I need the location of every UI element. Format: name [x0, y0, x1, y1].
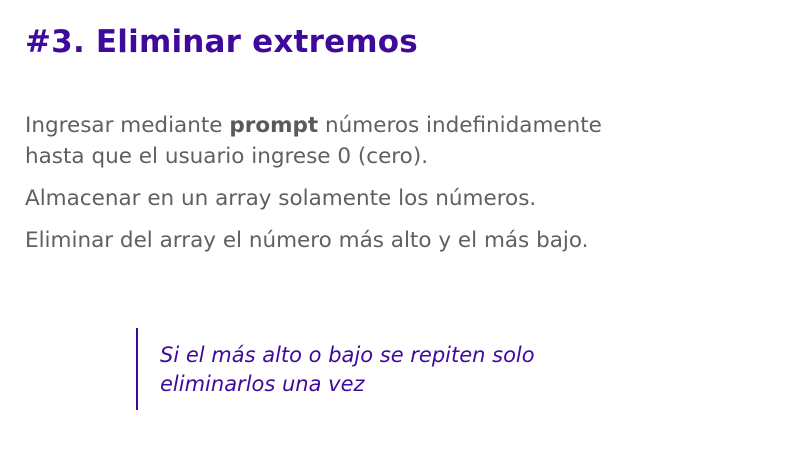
instruction-1-text-end: números indefinidamente: [318, 113, 602, 138]
instruction-paragraph-3: Eliminar del array el número más alto y el más bajo.: [25, 228, 589, 253]
note-callout: [136, 328, 618, 410]
keyword-prompt: prompt: [229, 113, 319, 138]
note-text: [160, 341, 620, 399]
note-line-1: Si el más alto o bajo se repiten solo: [160, 343, 535, 367]
note-line-2: eliminarlos una vez: [160, 372, 365, 396]
instruction-paragraph-1: [25, 110, 765, 172]
page-title: #3. Eliminar extremos: [25, 24, 418, 60]
instruction-1-text-start: Ingresar mediante: [25, 113, 230, 138]
instructions: [25, 110, 765, 267]
instruction-paragraph-2: Almacenar en un array solamente los números.: [25, 186, 537, 211]
instruction-1-line-2: hasta que el usuario ingrese 0 (cero).: [25, 144, 429, 169]
